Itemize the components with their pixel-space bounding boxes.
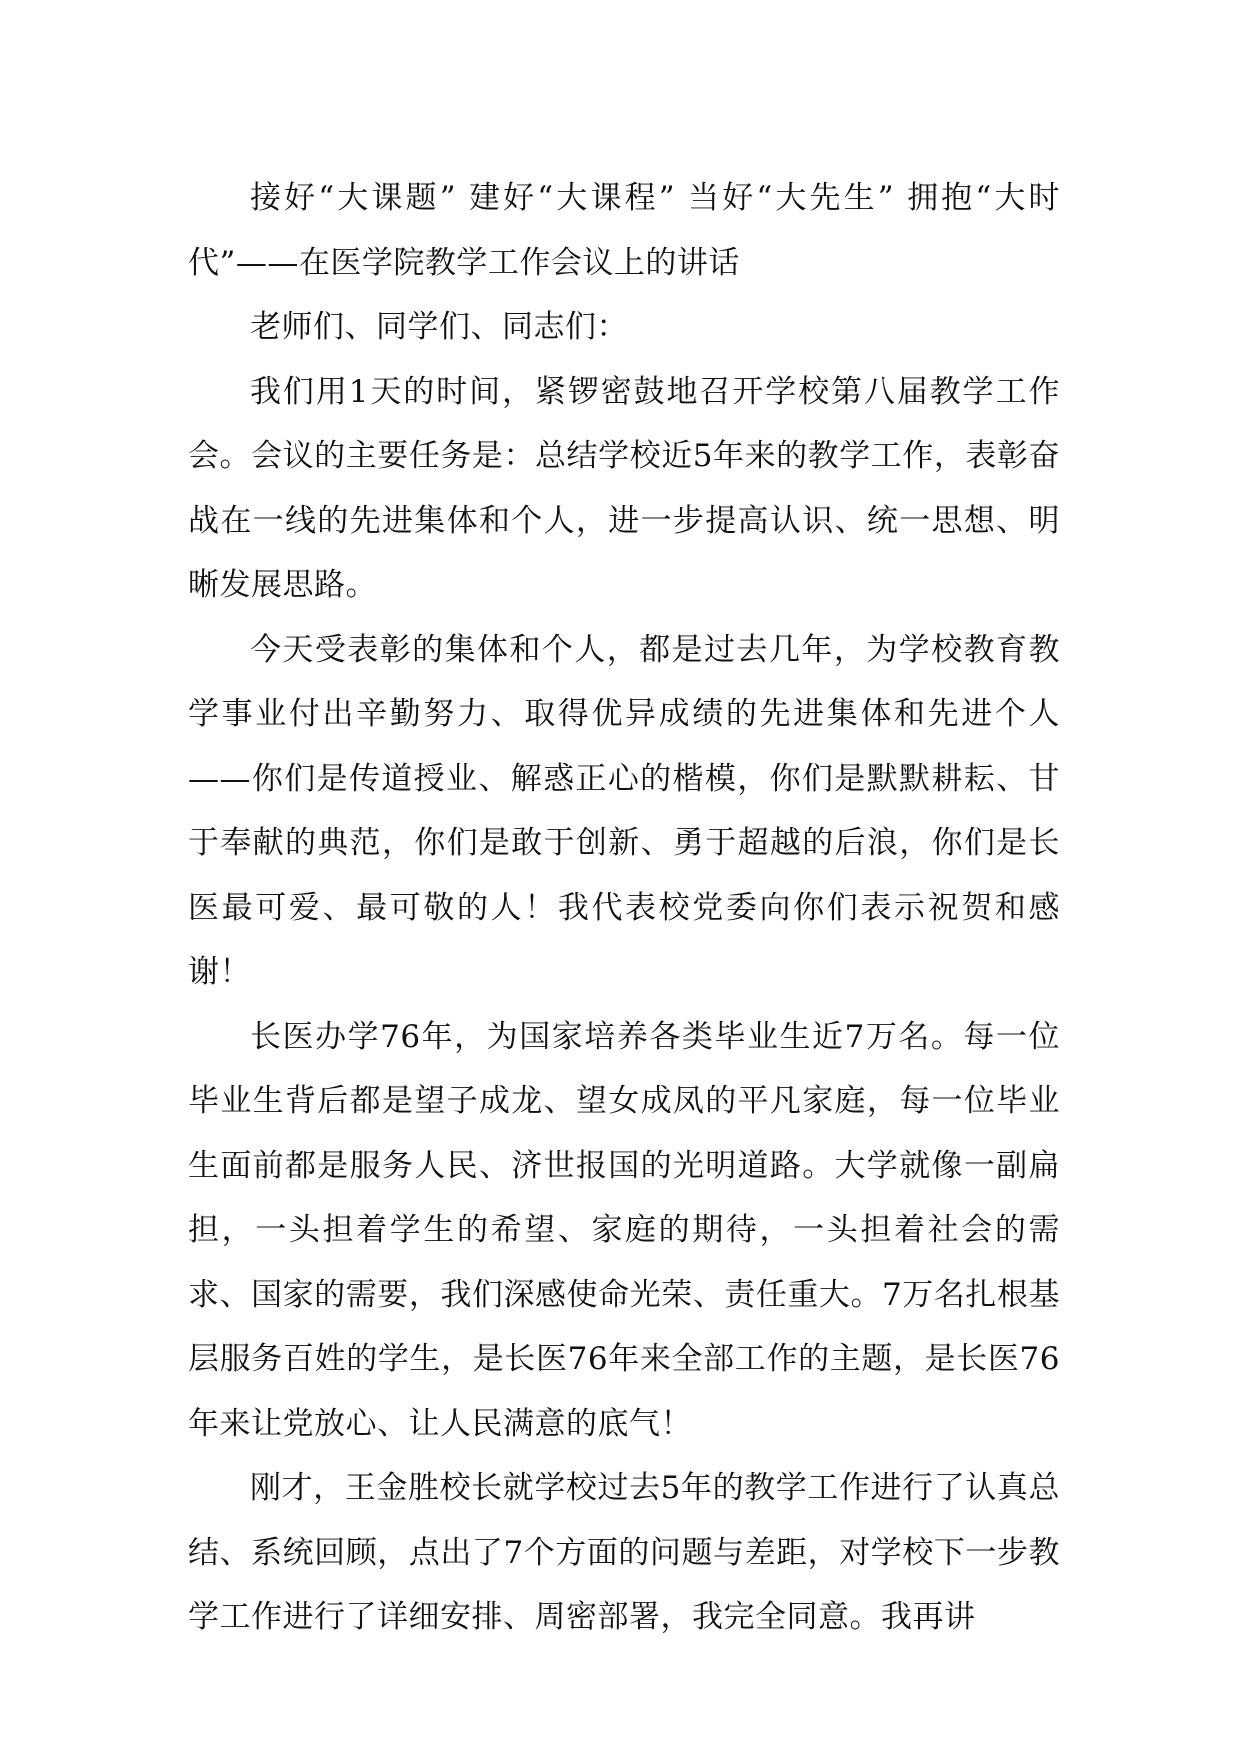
body-paragraph-2: 今天受表彰的集体和个人，都是过去几年，为学校教育教学事业付出辛勤努力、取得优异成绩的先进集体和先进个人——你们是传道授业、解惑正心的楷模，你们是默默耕耘、甘于奉献的典范，你们是敢于创新、勇于超越的后浪，你们是长医最可爱、最可敬的人！我代表校党委向你们表示祝贺和感谢！ — [188, 631, 1060, 990]
body-paragraph-1: 我们用1天的时间，紧锣密鼓地召开学校第八届教学工作会。会议的主要任务是：总结学校近5年来的教学工作，表彰奋战在一线的先进集体和个人，进一步提高认识、统一思想、明晰发展思路。 — [188, 373, 1060, 603]
document-body — [188, 166, 1060, 1650]
speech-title: 接好“大课题” 建好“大课程” 当好“大先生” 拥抱“大时代”——在医学院教学工作会议上的讲话 — [188, 180, 1060, 281]
body-paragraph-4: 刚才，王金胜校长就学校过去5年的教学工作进行了认真总结、系统回顾，点出了7个方面的问题与差距，对学校下一步教学工作进行了详细安排、周密部署，我完全同意。我再讲 — [188, 1470, 1060, 1635]
body-paragraph-3: 长医办学76年，为国家培养各类毕业生近7万名。每一位毕业生背后都是望子成龙、望女成凤的平凡家庭，每一位毕业生面前都是服务人民、济世报国的光明道路。大学就像一副扁担，一头担着学生的希望、家庭的期待，一头担着社会的需求、国家的需要，我们深感使命光荣、责任重大。7万名扎根基层服务百姓的学生，是长医76年来全部工作的主题，是长医76年来让党放心、让人民满意的底气！ — [188, 1018, 1060, 1442]
salutation: 老师们、同学们、同志们： — [250, 309, 628, 345]
